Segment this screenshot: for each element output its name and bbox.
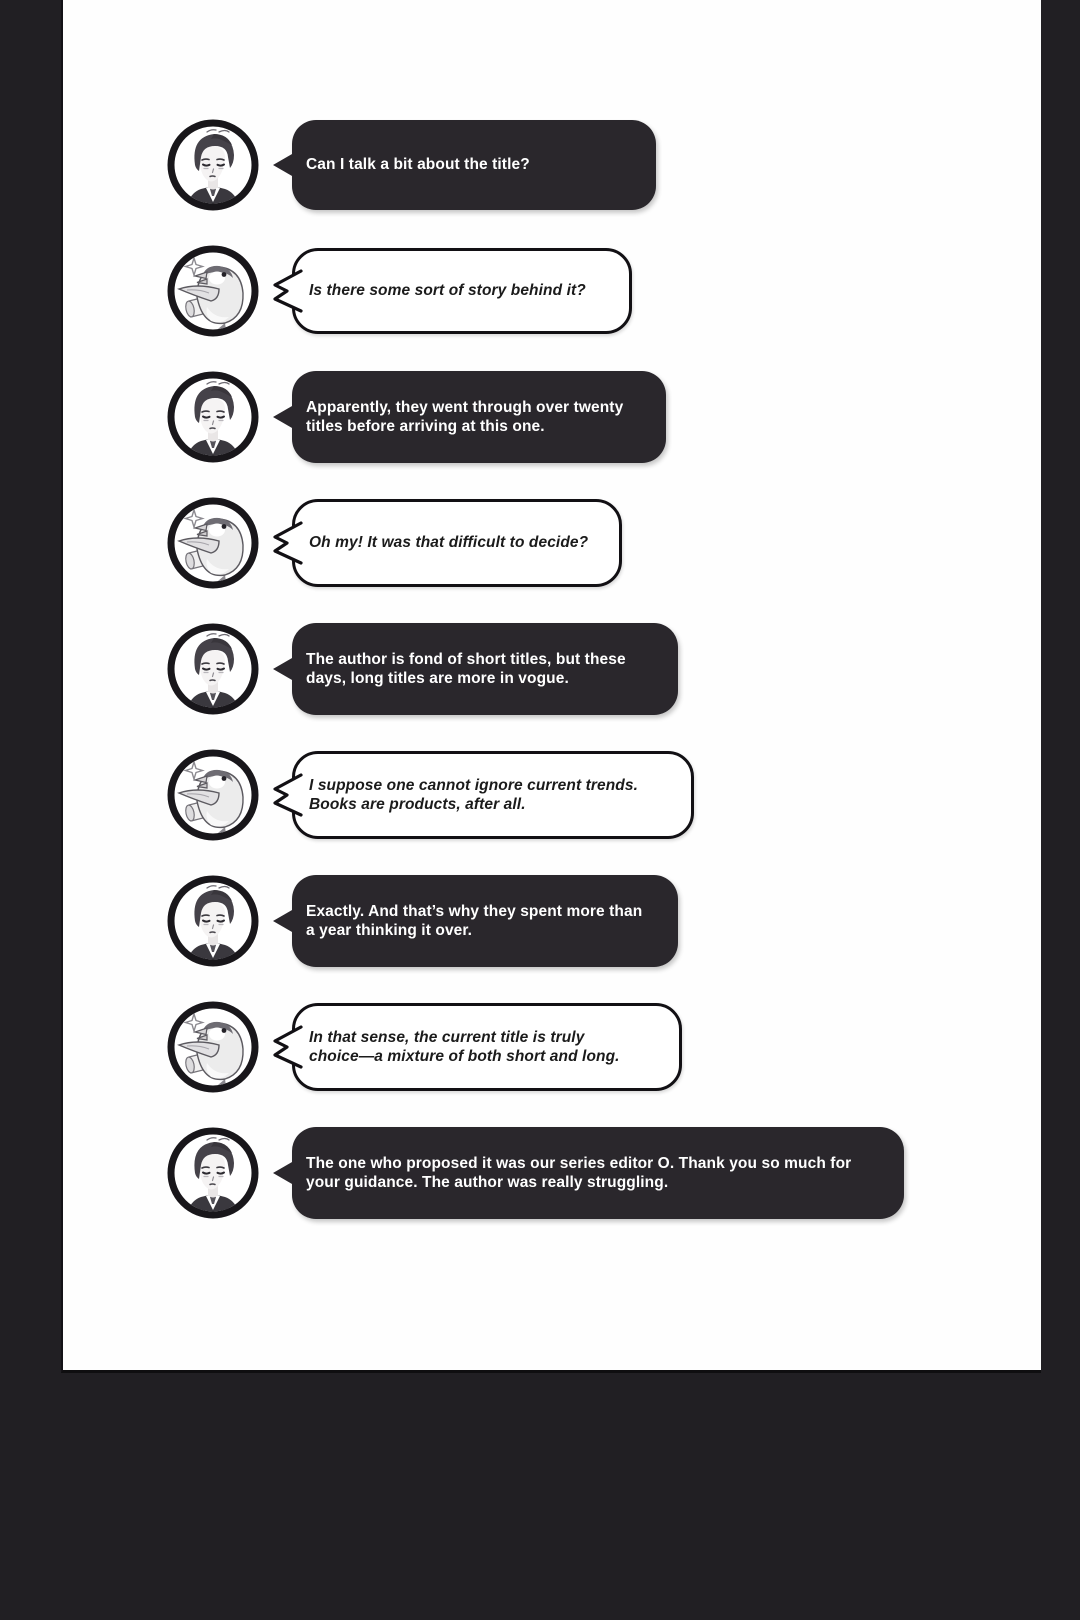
speech-bubble-dark <box>292 371 666 463</box>
man-avatar-icon <box>167 875 259 967</box>
bubble-text-line: Exactly. And that’s why they spent more than <box>306 902 643 920</box>
chat-row-man <box>63 875 1041 967</box>
bubble-text-line: your guidance. The author was really struggling. <box>306 1174 669 1191</box>
bird-avatar-icon <box>167 497 259 589</box>
bubble-tail-icon <box>269 520 303 566</box>
bubble-tail-icon <box>269 1024 303 1070</box>
bubble-text-line: a year thinking it over. <box>306 922 473 939</box>
bubble-text-line: I suppose one cannot ignore current trends. <box>309 776 638 794</box>
speech-bubble-dark <box>292 623 678 715</box>
chat-row-man <box>63 119 1041 211</box>
avatar-bird <box>167 497 259 589</box>
speech-bubble-light <box>292 751 694 839</box>
bubble-tail-icon <box>271 1156 301 1190</box>
bubble-tail-icon <box>269 772 303 818</box>
avatar-man <box>167 119 259 211</box>
bubble-text-line: Is there some sort of story behind it? <box>309 282 586 300</box>
bubble-text-line: In that sense, the current title is truly <box>309 1028 585 1046</box>
man-avatar-icon <box>167 119 259 211</box>
bubble-tail-icon <box>271 904 301 938</box>
chat-row-bird <box>63 245 1041 337</box>
bubble-tail-icon <box>269 268 303 314</box>
speech-bubble-light <box>292 248 632 334</box>
chat-row-man <box>63 623 1041 715</box>
avatar-bird <box>167 1001 259 1093</box>
bubble-text-line: The author is fond of short titles, but these <box>306 650 626 668</box>
bubble-text-line: The one who proposed it was our series editor O. Thank you so much for <box>306 1154 852 1172</box>
bird-avatar-icon <box>167 749 259 841</box>
bubble-tail-icon <box>271 652 301 686</box>
avatar-bird <box>167 245 259 337</box>
speech-bubble-dark <box>292 1127 904 1219</box>
avatar-man <box>167 623 259 715</box>
man-avatar-icon <box>167 623 259 715</box>
avatar-man <box>167 1127 259 1219</box>
avatar-man <box>167 875 259 967</box>
bubble-text-line: titles before arriving at this one. <box>306 418 545 435</box>
chat-row-bird <box>63 1001 1041 1093</box>
chat-row-bird <box>63 749 1041 841</box>
bubble-text-line: Books are products, after all. <box>309 796 526 813</box>
bubble-text-line: Apparently, they went through over twenty <box>306 398 624 416</box>
speech-bubble-dark <box>292 875 678 967</box>
speech-bubble-light <box>292 499 622 587</box>
bird-avatar-icon <box>167 245 259 337</box>
chat-row-man <box>63 371 1041 463</box>
bubble-text-line: Oh my! It was that difficult to decide? <box>309 534 589 552</box>
chat-row-man <box>63 1127 1041 1219</box>
speech-bubble-light <box>292 1003 682 1091</box>
bird-avatar-icon <box>167 1001 259 1093</box>
bubble-text-line: choice—a mixture of both short and long. <box>309 1048 620 1065</box>
bubble-text-line: Can I talk a bit about the title? <box>306 156 530 174</box>
speech-bubble-dark <box>292 120 656 210</box>
man-avatar-icon <box>167 371 259 463</box>
avatar-bird <box>167 749 259 841</box>
avatar-man <box>167 371 259 463</box>
man-avatar-icon <box>167 1127 259 1219</box>
bubble-tail-icon <box>271 400 301 434</box>
chat-row-bird <box>63 497 1041 589</box>
bubble-text-line: days, long titles are more in vogue. <box>306 670 569 687</box>
book-page <box>61 0 1041 1373</box>
bubble-tail-icon <box>271 148 301 182</box>
